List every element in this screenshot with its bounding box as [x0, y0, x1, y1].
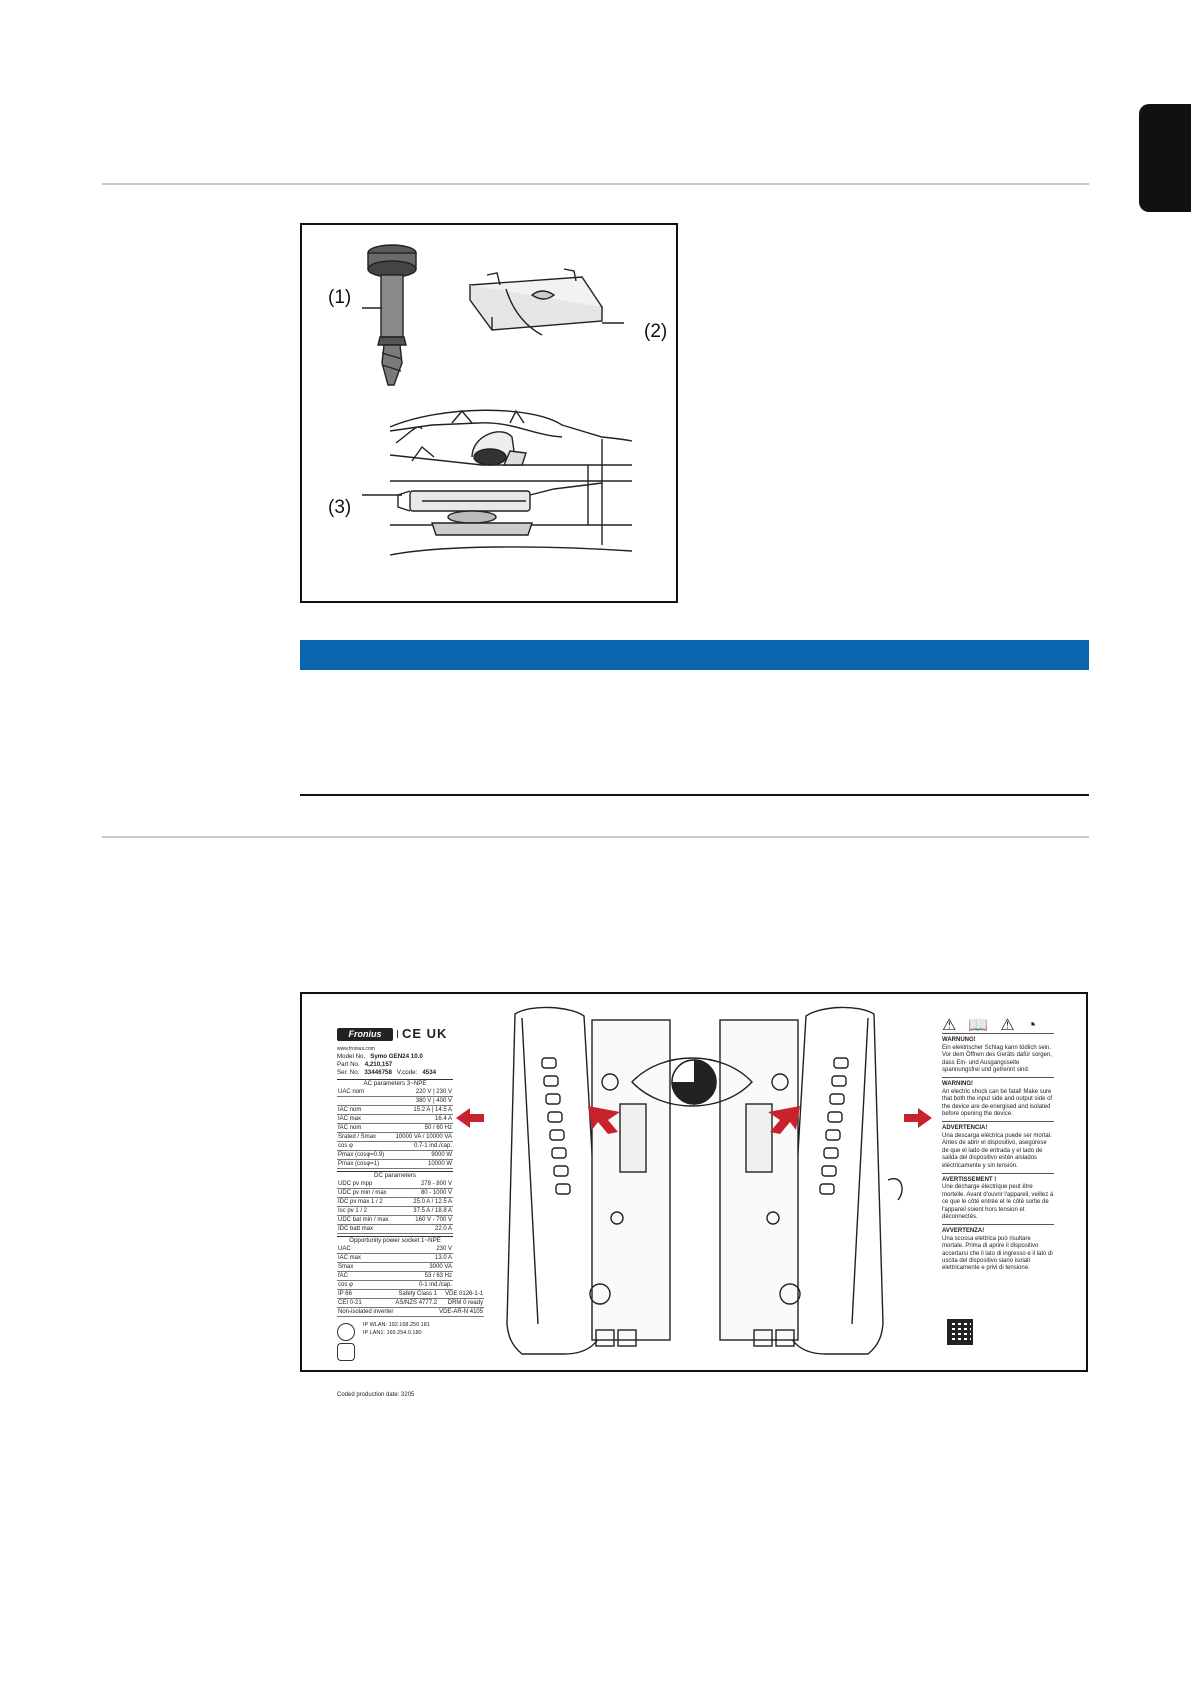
ac-parameters-title: AC parameters 3~NPE — [337, 1079, 453, 1088]
plate-cell: Srated / Smax — [337, 1133, 389, 1142]
plate-cell: 0.7-1 ind./cap. — [389, 1142, 453, 1151]
plate-cell: 13.0 A — [385, 1254, 453, 1263]
dc-parameters-title: DC parameters — [337, 1171, 453, 1180]
warning-label — [942, 1017, 1054, 1273]
plate-cell: Safety Class 1 — [394, 1290, 438, 1299]
plate-cell: 3000 VA — [385, 1263, 453, 1272]
vcode-label: V.code: — [396, 1069, 418, 1076]
callout-3: (3) — [328, 497, 352, 518]
plate-cell: UDC pv mpp — [337, 1180, 402, 1189]
ip-wlan: IP WLAN: 192.168.250.181 — [363, 1322, 430, 1328]
plate-cell: IAC nom — [337, 1106, 389, 1115]
warning-block — [942, 1077, 1054, 1118]
plate-cell: IAC max — [337, 1115, 389, 1124]
warning-text: Una descarga eléctrica puede ser mortal. Antes de abrir el dispositivo, asegúrese de que el lado de entrada y el lado de salida del dispositivo estén aislados eléctricamente y sin tensión. — [942, 1132, 1052, 1169]
plate-cell: UDC pv min / max — [337, 1189, 402, 1198]
part-label: Part No. — [337, 1061, 360, 1068]
plate-cell: Isc pv 1 / 2 — [337, 1207, 402, 1216]
manual-book-icon: 📖 — [968, 1017, 989, 1034]
plate-cell: 230 V — [385, 1245, 453, 1254]
warning-block — [942, 1033, 1054, 1074]
warning-text: An electric shock can be fatal! Make sure that both the input side and output side of the device are de-energised and isolated before opening the device. — [942, 1088, 1053, 1118]
section-divider-top — [102, 183, 1089, 185]
plate-cell: 278 - 800 V — [402, 1180, 453, 1189]
section-divider-middle — [102, 836, 1089, 838]
qr-code-icon — [947, 1319, 973, 1345]
plate-cell: UAC — [337, 1245, 385, 1254]
plate-cell: 9000 W — [389, 1151, 453, 1160]
callout-1: (1) — [328, 287, 352, 308]
plate-cell: Pmax (cosφ=1) — [337, 1160, 389, 1169]
plate-cell: 80 - 1000 V — [402, 1189, 453, 1198]
warning-block — [942, 1224, 1054, 1272]
coded-production-date: Coded production date: 3205 — [337, 1392, 415, 1398]
warning-heading: WARNUNG! — [942, 1037, 976, 1044]
plate-cell: Pmax (cosφ=0.9) — [337, 1151, 389, 1160]
plate-cell: 50 / 60 Hz — [389, 1124, 453, 1133]
plate-cell: 25.0 A / 12.5 A — [402, 1198, 453, 1207]
plate-cell: IDC pv max 1 / 2 — [337, 1198, 402, 1207]
plate-cell: 53 / 63 Hz — [385, 1272, 453, 1281]
plate-cell: IAC max — [337, 1254, 385, 1263]
warning-triangle-icon: ⚠ — [942, 1017, 957, 1034]
warning-block — [942, 1173, 1054, 1221]
plate-cell: VDE 0126-1-1 — [438, 1290, 484, 1299]
warning-heading: WARNING! — [942, 1081, 973, 1088]
plate-cell: 160 V - 700 V — [402, 1216, 453, 1225]
plate-cell: CEI 0-21 — [337, 1299, 394, 1308]
plate-cell: 15.2 A | 14.5 A — [389, 1106, 453, 1115]
plate-cell: VDE-AR-N 4105 — [439, 1309, 484, 1315]
plate-cell: cos φ — [337, 1281, 385, 1290]
plate-cell: 0-1 ind./cap. — [385, 1281, 453, 1290]
figure-mounting-parts — [300, 223, 678, 603]
ser-label: Ser. No. — [337, 1069, 360, 1076]
plate-cell: AS/NZS 4777.2 — [395, 1300, 438, 1306]
plate-cell: Non-isolated inverter — [338, 1309, 394, 1315]
plate-cell: 10000 W — [389, 1160, 453, 1169]
plate-cell: IP 66 — [337, 1290, 394, 1299]
warning-heading: AVVERTENZA! — [942, 1228, 985, 1235]
chapter-tab-marker — [1139, 104, 1191, 212]
warning-triangle-icon-2: ⚠ — [1000, 1017, 1015, 1034]
plate-cell: fAC nom — [337, 1124, 389, 1133]
note-header-bar — [300, 640, 1089, 670]
vcode-value: 4534 — [422, 1069, 437, 1076]
plate-cell: IDC batt max — [337, 1225, 402, 1234]
timer-icon: ◔ — [1026, 1017, 1037, 1034]
callout-2: (2) — [644, 321, 668, 342]
fronius-logo: Fronius — [337, 1028, 393, 1041]
plate-cell: UDC bat min / max — [337, 1216, 402, 1225]
plate-cell: 10000 VA / 10000 VA — [389, 1133, 453, 1142]
plate-cell: 22.0 A — [402, 1225, 453, 1234]
plate-cell: DRM 0 ready — [438, 1299, 484, 1308]
opportunity-socket-title: Opportunity power socket 1~NPE — [337, 1236, 453, 1245]
plate-url: www.fronius.com — [337, 1046, 375, 1052]
plate-cell: 37.5 A / 18.8 A — [402, 1207, 453, 1216]
model-label: Model No. — [337, 1053, 366, 1060]
plate-cell: 380 V | 400 V — [389, 1097, 453, 1106]
ser-value: 33446758 — [364, 1069, 392, 1076]
warning-block — [942, 1121, 1054, 1169]
warning-text: Una scossa elettrica può risultare mortale. Prima di aprire il dispositivo accertarsi che il lato di ingresso e il lato di uscita del dispositivo siano isolati elettricamente e privi di tensione. — [942, 1235, 1053, 1272]
mounting-parts-illustration — [302, 225, 676, 601]
note-bottom-rule — [300, 794, 1089, 796]
warning-text: Ein elektrischer Schlag kann tödlich sein. Vor dem Öffnen des Geräts dafür sorgen, dass Ein- und Ausgangsseite spannungsfrei und getrennt sind. — [942, 1044, 1052, 1074]
model-value: Symo GEN24 10.0 — [370, 1053, 423, 1060]
certification-marks: CE UK — [397, 1030, 447, 1038]
warning-heading: ADVERTENCIA! — [942, 1125, 988, 1132]
plate-cell: 220 V | 230 V — [389, 1088, 453, 1097]
ip-lan: IP LAN1: 169.254.0.180 — [363, 1330, 422, 1336]
plate-cell: Smax — [337, 1263, 385, 1272]
warning-heading: AVERTISSEMENT ! — [942, 1176, 997, 1183]
plate-cell: UAC nom — [337, 1088, 389, 1097]
warning-text: Une décharge électrique peut être mortelle. Avant d'ouvrir l'appareil, veillez à ce que le côté entrée et le côté sortie de l'appareil soient hors tension et déconnectés. — [942, 1184, 1054, 1220]
part-value: 4,210,157 — [364, 1061, 393, 1068]
plate-cell: 16.4 A — [389, 1115, 453, 1124]
figure-device-labels — [300, 992, 1088, 1398]
plate-cell: cos φ — [337, 1142, 389, 1151]
plate-cell: fAC — [337, 1272, 385, 1281]
